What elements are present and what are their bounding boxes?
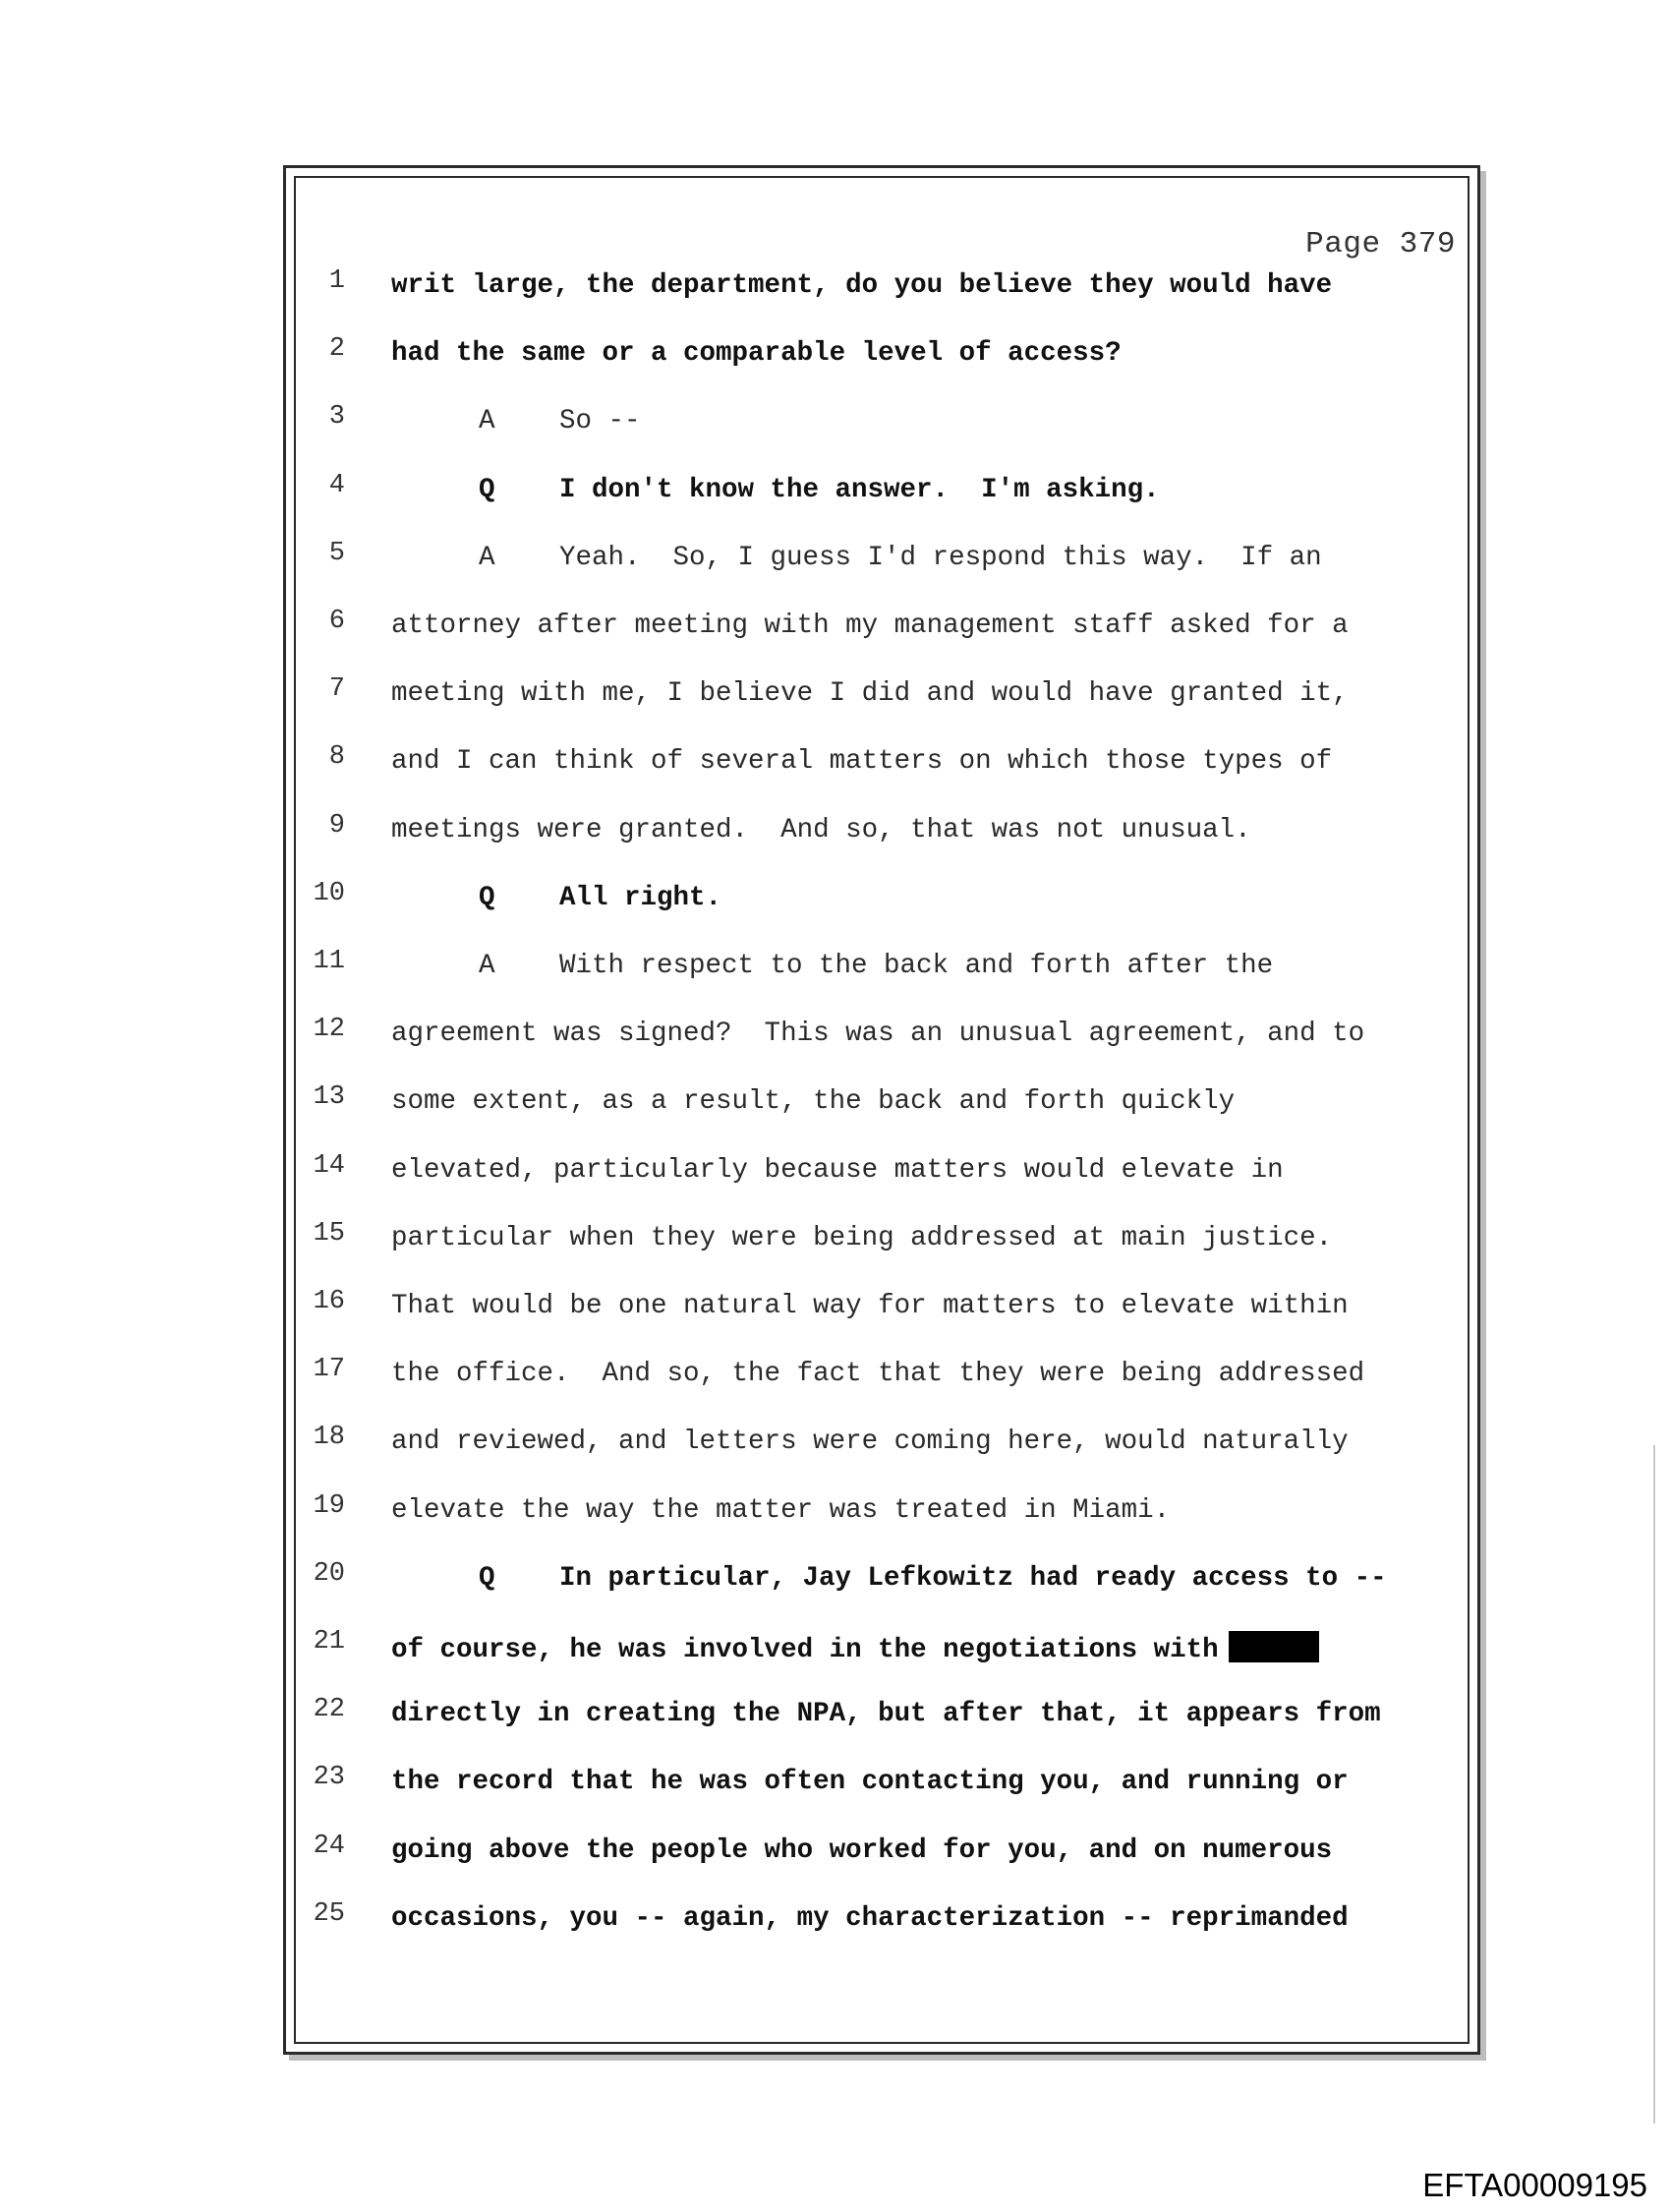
transcript-line (286, 1219, 1477, 1288)
line-text: I don't know the answer. I'm asking. (559, 474, 1160, 505)
transcript-line (286, 1559, 1477, 1628)
line-text: So -- (559, 406, 641, 437)
line-text-container (391, 1291, 1349, 1321)
line-number: 9 (328, 810, 345, 841)
transcript-line (286, 674, 1477, 743)
transcript-line (286, 1355, 1477, 1424)
line-number: 19 (313, 1490, 345, 1521)
line-text-container (391, 1426, 1349, 1457)
line-number: 1 (328, 266, 345, 296)
transcript-line (286, 947, 1477, 1016)
bates-number: EFTA00009195 (1422, 2167, 1647, 2203)
transcript-line (286, 1695, 1477, 1764)
speaker-label: Q (479, 1562, 495, 1594)
line-text-container (391, 1767, 1349, 1797)
line-text: directly in creating the NPA, but after that, it appears from (391, 1699, 1381, 1730)
line-number: 5 (328, 538, 345, 568)
transcript-line (286, 811, 1477, 880)
line-text: had the same or a comparable level of access? (391, 338, 1122, 370)
line-text-container (391, 1019, 1364, 1049)
line-text: and reviewed, and letters were coming here, would naturally (391, 1426, 1349, 1458)
line-number: 8 (328, 742, 345, 773)
line-text-container (479, 883, 721, 913)
line-text-container (391, 1086, 1235, 1117)
transcript-line (286, 1287, 1477, 1356)
transcript-page-frame (283, 165, 1480, 2055)
line-number: 24 (313, 1831, 345, 1861)
line-text: That would be one natural way for matters to elevate within (391, 1291, 1349, 1321)
line-text-container (391, 1495, 1170, 1526)
line-text: of course, he was involved in the negotiations with (391, 1635, 1219, 1665)
line-text-container (391, 746, 1332, 777)
line-number: 18 (313, 1423, 345, 1453)
transcript-line (286, 742, 1477, 811)
speaker-label: A (479, 406, 495, 437)
line-text: With respect to the back and forth after the (559, 951, 1274, 981)
line-text-container (479, 475, 1160, 505)
line-text-container (391, 1223, 1332, 1253)
line-text-container (391, 1903, 1349, 1934)
line-number: 15 (313, 1218, 345, 1249)
line-text: Yeah. So, I guess I'd respond this way. If an (559, 542, 1322, 573)
line-text-container (391, 338, 1122, 369)
transcript-line (286, 1151, 1477, 1220)
transcript-line (286, 879, 1477, 948)
speaker-label: Q (479, 474, 495, 505)
line-number: 6 (328, 607, 345, 636)
line-number: 12 (313, 1015, 345, 1045)
line-text: elevated, particularly because matters would elevate in (391, 1154, 1284, 1186)
transcript-line (286, 334, 1477, 403)
line-text-container (479, 951, 1273, 981)
transcript-line (286, 1899, 1477, 1968)
line-text: and I can think of several matters on which those types of (391, 746, 1333, 778)
transcript-line (286, 1832, 1477, 1900)
line-number: 3 (328, 402, 345, 433)
line-text-container (391, 1699, 1381, 1729)
transcript-line (286, 607, 1477, 675)
line-text-container (479, 1563, 1387, 1594)
line-text: attorney after meeting with my management staff asked for a (391, 611, 1349, 641)
line-text: the record that he was often contacting you, and running or (391, 1767, 1349, 1798)
line-number: 25 (313, 1898, 345, 1929)
line-number: 20 (313, 1558, 345, 1589)
line-text: the office. And so, the fact that they were being addressed (391, 1359, 1365, 1390)
line-text-container (391, 1835, 1332, 1866)
line-number: 11 (313, 947, 345, 976)
page-number: Page 379 (1305, 227, 1456, 262)
line-text: agreement was signed? This was an unusual agreement, and to (391, 1019, 1365, 1050)
speaker-label: Q (479, 882, 495, 913)
line-text: writ large, the department, do you believe they would have (391, 270, 1333, 301)
line-text-container (391, 815, 1251, 845)
line-number: 22 (313, 1695, 345, 1725)
line-number: 23 (313, 1763, 345, 1793)
transcript-line (286, 539, 1477, 608)
transcript-line (286, 1491, 1477, 1560)
transcript-line (286, 1015, 1477, 1083)
line-text-container (479, 406, 641, 437)
line-text: particular when they were being addressed at main justice. (391, 1222, 1333, 1253)
line-number: 17 (313, 1355, 345, 1385)
transcript-line (286, 402, 1477, 471)
line-number: 13 (313, 1082, 345, 1113)
line-text-container (391, 1631, 1319, 1665)
line-text: meetings were granted. And so, that was not unusual. (391, 814, 1251, 845)
line-number: 16 (313, 1287, 345, 1316)
redaction-block (1229, 1631, 1319, 1662)
line-number: 4 (328, 470, 345, 500)
line-number: 7 (328, 674, 345, 705)
line-text: In particular, Jay Lefkowitz had ready access to -- (559, 1562, 1387, 1594)
line-text: All right. (559, 882, 722, 913)
speaker-label: A (479, 542, 495, 573)
transcript-line (286, 1763, 1477, 1832)
line-text: going above the people who worked for you, and on numerous (391, 1834, 1333, 1866)
line-text: meeting with me, I believe I did and would have granted it, (391, 678, 1349, 710)
transcript-line (286, 266, 1477, 335)
transcript-line (286, 1423, 1477, 1491)
line-text-container (391, 611, 1349, 641)
line-text-container (391, 270, 1332, 301)
line-text-container (479, 543, 1322, 573)
transcript-line (286, 1627, 1477, 1696)
line-number: 2 (328, 334, 345, 365)
line-text: elevate the way the matter was treated in Miami. (391, 1494, 1171, 1526)
line-number: 10 (313, 878, 345, 908)
speaker-label: A (479, 951, 495, 981)
scan-edge-mark (1653, 1445, 1655, 2124)
line-text: occasions, you -- again, my characterization -- reprimanded (391, 1902, 1349, 1934)
line-text-container (391, 678, 1349, 709)
line-number: 14 (313, 1150, 345, 1181)
line-number: 21 (313, 1627, 345, 1657)
transcript-line (286, 471, 1477, 540)
line-text-container (391, 1359, 1364, 1389)
line-text: some extent, as a result, the back and forth quickly (391, 1086, 1236, 1118)
line-text-container (391, 1155, 1284, 1186)
transcript-line (286, 1082, 1477, 1151)
